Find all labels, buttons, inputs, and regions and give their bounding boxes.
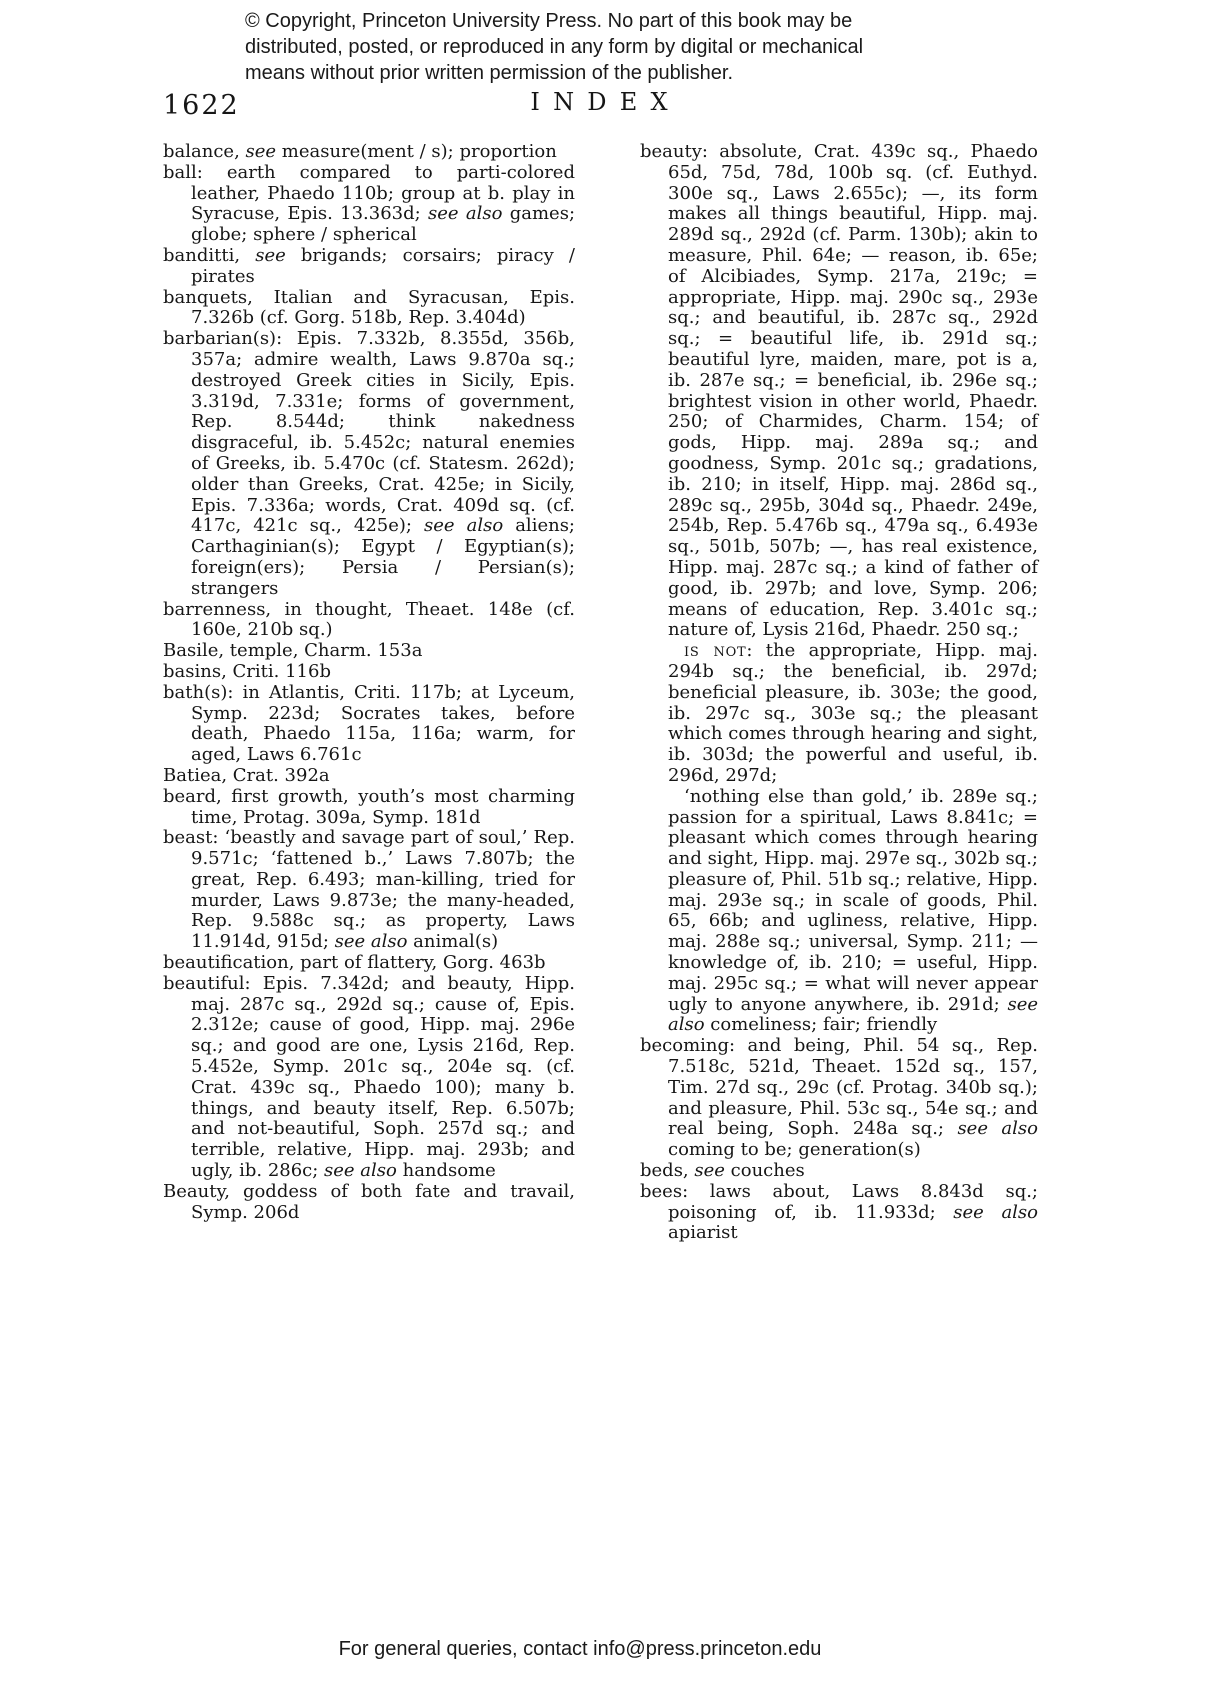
index-entry: [163, 974, 575, 1182]
index-entry-paragraph: ball: earth compared to parti-colored leather, Phaedo 110b; group at b. play in Syracuse, Epis. 13.363d; see also games; globe; sphere / spherical: [163, 161, 576, 246]
index-entry-paragraph: beautification, part of flattery, Gorg. 463b: [163, 952, 546, 974]
index-entry: [163, 662, 575, 683]
copyright-line-2: distributed, posted, or reproduced in any form by digital or mechanical: [245, 36, 864, 58]
index-entry: [640, 1036, 1038, 1161]
index-entry: [163, 600, 575, 642]
index-column-right: [640, 142, 1038, 1244]
index-entry: [163, 787, 575, 829]
index-entry-paragraph: banquets, Italian and Syracusan, Epis. 7.326b (cf. Gorg. 518b, Rep. 3.404d): [163, 286, 575, 329]
index-entry: [640, 142, 1038, 1036]
index-entry-paragraph: basins, Criti. 116b: [163, 660, 331, 682]
copyright-notice: [245, 8, 905, 86]
index-entry-paragraph: beauty: absolute, Crat. 439c sq., Phaedo 65d, 75d, 78d, 100b sq. (cf. Euthyd. 300e sq., Laws 2.655c); —, its form makes all things beautiful, Hipp. maj. 289d sq., 292d (cf. Parm. 130b); akin to measure, Phil. 64e; — reason, ib. 65e; of Alcibiades, Symp. 217a, 219c; = appropriate, Hipp. maj. 290c sq., 293e sq.; and beautiful, ib. 287c sq., 292d sq.; = beautiful life, ib. 291d sq.; beautiful lyre, maiden, mare, pot is a, ib. 287e sq.; = beneficial, ib. 296e sq.; brightest vision in other world, Phaedr. 250; of Charmides, Charm. 154; of gods, Hipp. maj. 289a sq.; and goodness, Symp. 201c sq.; gradations, ib. 210; in itself, Hipp. maj. 286d sq., 289c sq., 295b, 304d sq., Phaedr. 249e, 254b, Rep. 5.476b sq., 479a sq., 6.493e sq., 501b, 507b; —, has real existence, Hipp. maj. 287c sq.; a kind of father of good, ib. 297b; and love, Symp. 206; means of education, Rep. 3.401c sq.; nature of, Lysis 216d, Phaedr. 250 sq.;: [640, 141, 1038, 641]
copyright-line-3: means without prior written permission of the publisher.: [245, 62, 734, 84]
index-entry: [163, 246, 575, 288]
index-entry-paragraph: beautiful: Epis. 7.342d; and beauty, Hipp. maj. 287c sq., 292d sq.; cause of, Epis. 2.312e; cause of good, Hipp. maj. 296e sq.; and good are one, Lysis 216d, Rep. 5.452e, Symp. 201c sq., 204e sq. (cf. Crat. 439c sq., Phaedo 100); many b. things, and beauty itself, Rep. 6.507b; and not-beautiful, Soph. 257d sq.; and terrible, relative, Hipp. maj. 293b; and ugly, ib. 286c; see also handsome: [163, 972, 575, 1182]
index-entry-paragraph: beast: ‘beastly and savage part of soul,’ Rep. 9.571c; ‘fattened b.,’ Laws 7.807b; the great, Rep. 6.493; man-killing, tried for murder, Laws 9.873e; the many-headed, Rep. 9.588c sq.; as property, Laws 11.914d, 915d; see also animal(s): [163, 827, 575, 953]
index-entry-paragraph: beard, first growth, youth’s most charming time, Protag. 309a, Symp. 181d: [163, 785, 575, 828]
index-entry-paragraph: barbarian(s): Epis. 7.332b, 8.355d, 356b, 357a; admire wealth, Laws 9.870a sq.; destroyed Greek cities in Sicily, Epis. 3.319d, 7.331e; forms of government, Rep. 8.544d; think nakedness disgraceful, ib. 5.452c; natural enemies of Greeks, ib. 5.470c (cf. Statesm. 262d); older than Greeks, Crat. 425e; in Sicily, Epis. 7.336a; words, Crat. 409d sq. (cf. 417c, 421c sq., 425e); see also aliens; Carthaginian(s); Egypt / Egyptian(s); foreign(ers); Persia / Persian(s); strangers: [163, 328, 575, 599]
page-number: 1622: [163, 90, 240, 121]
index-entry: [163, 163, 575, 246]
index-entry-paragraph: Basile, temple, Charm. 153a: [163, 640, 423, 662]
index-entry-paragraph: bees: laws about, Laws 8.843d sq.; poisoning of, ib. 11.933d; see also apiarist: [640, 1180, 1039, 1244]
running-head: [163, 88, 1035, 122]
index-entry-paragraph: banditti, see brigands; corsairs; piracy / pirates: [163, 244, 575, 287]
index-entry-paragraph: ‘nothing else than gold,’ ib. 289e sq.; passion for a spiritual, Laws 8.841c; = pleasant which comes through hearing and sight, Hipp. maj. 297e sq., 302b sq.; pleasure of, Phil. 51b sq.; relative, Hipp. maj. 293e sq.; in scale of goods, Phil. 65, 66b; and ugliness, relative, Hipp. maj. 288e sq.; universal, Symp. 211; — knowledge of, ib. 210; = useful, Hipp. maj. 295c sq.; = what will never appear ugly to anyone anywhere, ib. 291d; see also comeliness; fair; friendly: [668, 785, 1038, 1036]
index-entry: [163, 641, 575, 662]
page-title: INDEX: [530, 88, 681, 116]
index-entry: [163, 953, 575, 974]
index-entry-paragraph: Batiea, Crat. 392a: [163, 764, 330, 786]
index-entry: [163, 142, 575, 163]
index-entry-paragraph: beds, see couches: [640, 1160, 805, 1182]
index-entry: [640, 1182, 1038, 1244]
index-column-left: [163, 142, 575, 1223]
index-entry-paragraph: balance, see measure(ment / s); proportion: [163, 141, 557, 162]
index-entry: [163, 288, 575, 330]
footer-contact: For general queries, contact info@press.princeton.edu: [338, 1638, 822, 1660]
index-entry: [163, 1182, 575, 1224]
index-entry: [640, 1161, 1038, 1182]
index-entry-paragraph: bath(s): in Atlantis, Criti. 117b; at Lyceum, Symp. 223d; Socrates takes, before death, Phaedo 115a, 116a; warm, for aged, Laws 6.761c: [163, 681, 575, 766]
copyright-line-1: © Copyright, Princeton University Press. No part of this book may be: [245, 10, 853, 32]
index-entry: [163, 683, 575, 766]
index-entry: [163, 329, 575, 599]
index-entry: [163, 766, 575, 787]
index-entry-paragraph: barrenness, in thought, Theaet. 148e (cf. 160e, 210b sq.): [163, 598, 575, 641]
index-entry-paragraph: Beauty, goddess of both fate and travail, Symp. 206d: [163, 1180, 575, 1223]
index-entry: [163, 828, 575, 953]
index-entry-paragraph: becoming: and being, Phil. 54 sq., Rep. 7.518c, 521d, Theaet. 152d sq., 157, Tim. 27d sq., 29c (cf. Protag. 340b sq.); and pleasure, Phil. 53c sq., 54e sq.; and real being, Soph. 248a sq.; see also coming to be; generation(s): [640, 1035, 1038, 1161]
index-entry-paragraph: is not: the appropriate, Hipp. maj. 294b sq.; the beneficial, ib. 297d; beneficial pleasure, ib. 303e; the good, ib. 297c sq., 303e sq.; the pleasant which comes through hearing and sight, ib. 303d; the powerful and useful, ib. 296d, 297d;: [668, 640, 1038, 786]
